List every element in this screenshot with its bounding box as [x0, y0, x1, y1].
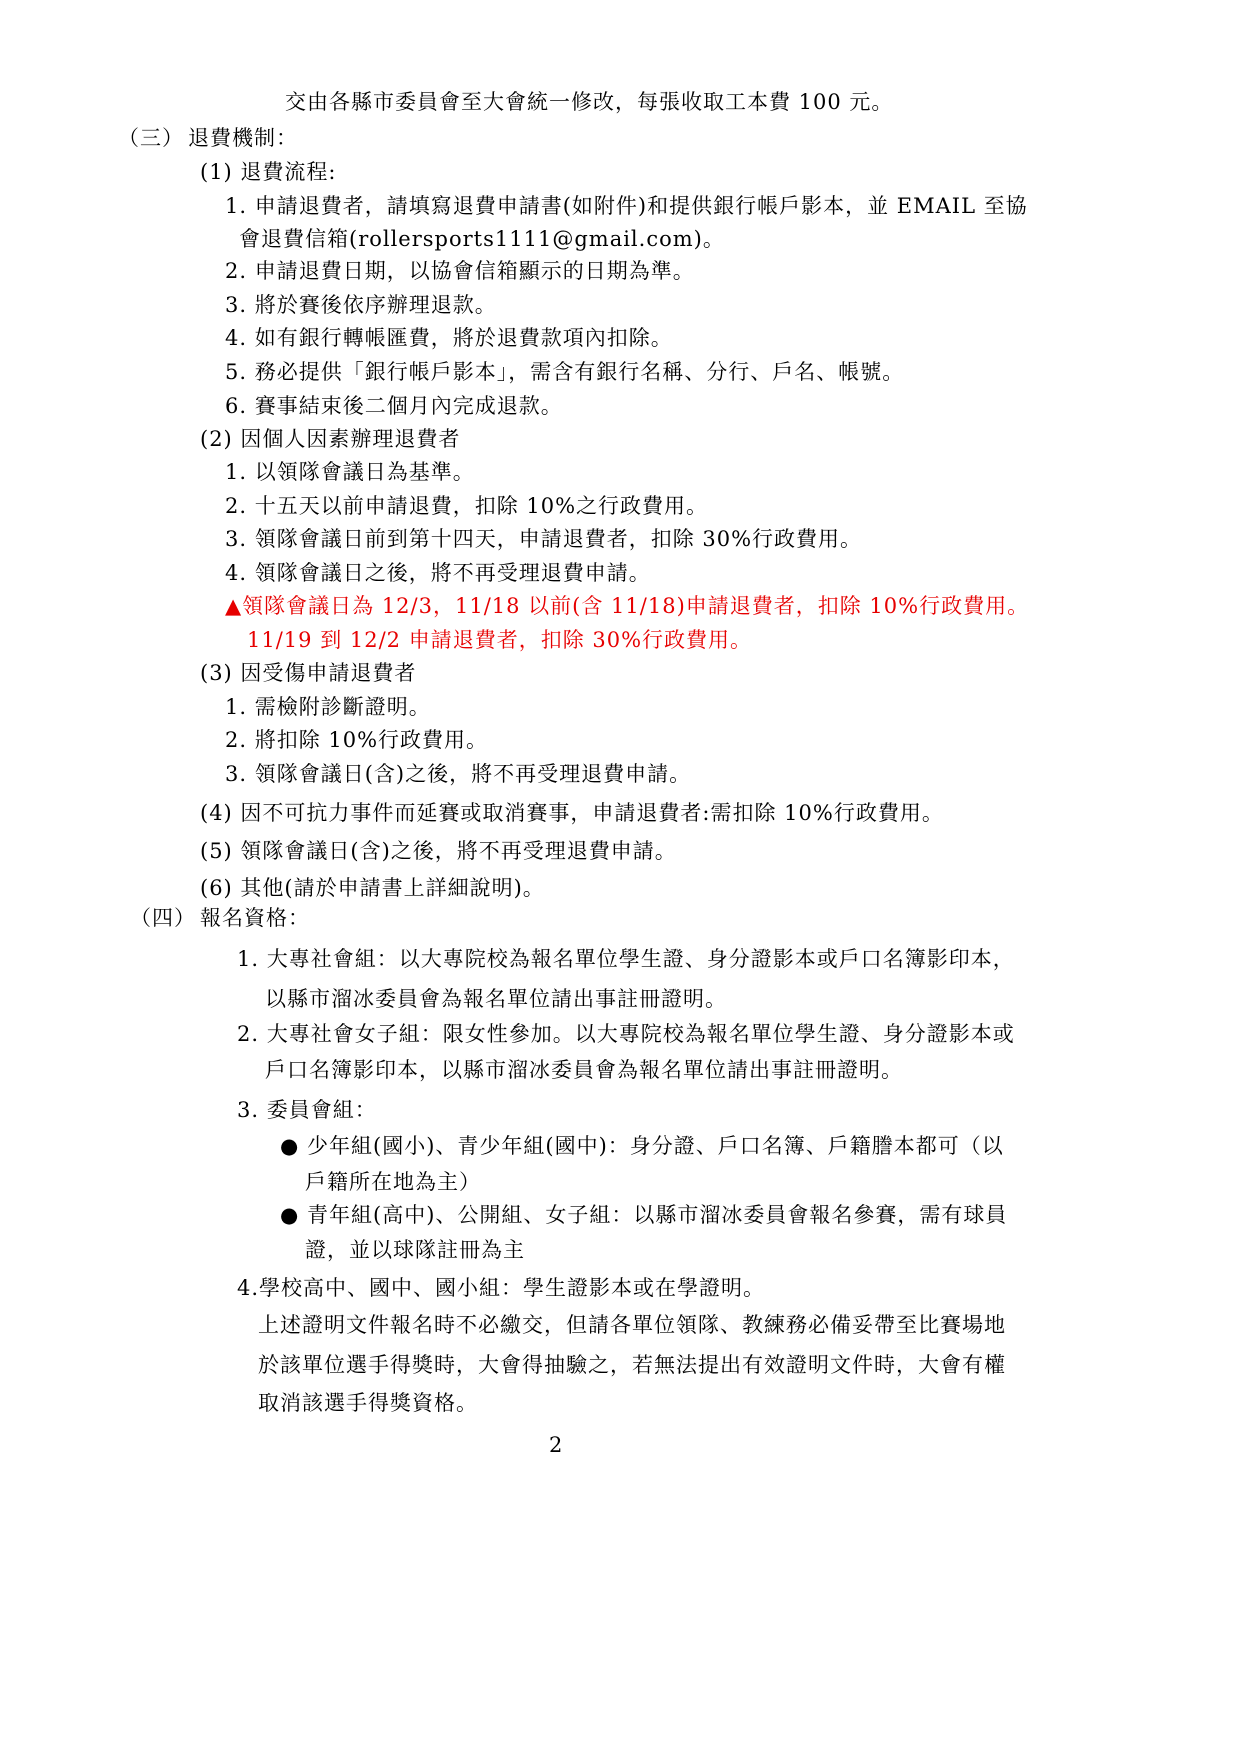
intro-line: 交由各縣市委員會至大會統一修改，每張收取工本費 100 元。 — [285, 90, 894, 114]
refund-process-item: 1. 申請退費者，請填寫退費申請書(如附件)和提供銀行帳戶影本，並 EMAIL 至協 — [225, 194, 1028, 218]
personal-refund-item: 3. 領隊會議日前到第十四天，申請退費者，扣除 30%行政費用。 — [225, 527, 863, 551]
personal-refund-item: 1. 以領隊會議日為基準。 — [225, 460, 475, 484]
eligibility-closing-line: 上述證明文件報名時不必繳交，但請各單位領隊、教練務必備妥帶至比賽場地 — [258, 1313, 1006, 1337]
personal-refund-label: (2) 因個人因素辦理退費者 — [200, 427, 461, 451]
eligibility-item: 1. 大專社會組：以大專院校為報名單位學生證、身分證影本或戶口名簿影印本， — [237, 947, 1015, 971]
refund-process-item: 2. 申請退費日期，以協會信箱顯示的日期為準。 — [225, 259, 695, 283]
eligibility-item: 以縣市溜冰委員會為報名單位請出事註冊證明。 — [265, 987, 727, 1011]
eligibility-item: 戶口名簿影印本，以縣市溜冰委員會為報名單位請出事註冊證明。 — [265, 1058, 903, 1082]
section-3-marker: （三） — [118, 126, 184, 150]
section-3-title: 退費機制： — [188, 126, 298, 150]
personal-refund-item: 4. 領隊會議日之後，將不再受理退費申請。 — [225, 561, 651, 585]
section-4-title: 報名資格： — [200, 906, 310, 930]
eligibility-bullet: 戶籍所在地為主） — [305, 1170, 481, 1194]
other-refund: (6) 其他(請於申請書上詳細說明)。 — [200, 876, 545, 900]
refund-process-item: 5. 務必提供「銀行帳戶影本」，需含有銀行名稱、分行、戶名、帳號。 — [225, 360, 905, 384]
refund-process-item: 6. 賽事結束後二個月內完成退款。 — [225, 394, 563, 418]
injury-refund-item: 3. 領隊會議日(含)之後，將不再受理退費申請。 — [225, 762, 692, 786]
eligibility-closing-line: 取消該選手得獎資格。 — [258, 1391, 478, 1415]
injury-refund-item: 1. 需檢附診斷證明。 — [225, 695, 431, 719]
refund-process-item: 4. 如有銀行轉帳匯費，將於退費款項內扣除。 — [225, 326, 673, 350]
refund-notice-line: 11/19 到 12/2 申請退費者，扣除 30%行政費用。 — [247, 628, 753, 652]
refund-process-label: (1) 退費流程: — [200, 160, 337, 184]
eligibility-bullet: ● 少年組(國小)、青少年組(國中)：身分證、戶口名簿、戶籍謄本都可（以 — [280, 1134, 1004, 1158]
injury-refund-label: (3) 因受傷申請退費者 — [200, 661, 417, 685]
refund-notice-line: ▲領隊會議日為 12/3，11/18 以前(含 11/18)申請退費者，扣除 10%行政費用。 — [225, 594, 1030, 618]
section-4-marker: （四） — [130, 906, 196, 930]
refund-process-item: 3. 將於賽後依序辦理退款。 — [225, 293, 497, 317]
force-majeure-refund: (4) 因不可抗力事件而延賽或取消賽事，申請退費者:需扣除 10%行政費用。 — [200, 801, 944, 825]
eligibility-bullet: ● 青年組(高中)、公開組、女子組：以縣市溜冰委員會報名參賽，需有球員 — [280, 1203, 1008, 1227]
eligibility-item: 3. 委員會組： — [237, 1098, 377, 1122]
eligibility-item: 4.學校高中、國中、國小組：學生證影本或在學證明。 — [237, 1276, 766, 1300]
eligibility-item: 2. 大專社會女子組：限女性參加。以大專院校為報名單位學生證、身分證影本或 — [237, 1022, 1015, 1046]
eligibility-bullet: 證，並以球隊註冊為主 — [305, 1238, 525, 1262]
personal-refund-item: 2. 十五天以前申請退費，扣除 10%之行政費用。 — [225, 494, 709, 518]
eligibility-closing-line: 於該單位選手得獎時，大會得抽驗之，若無法提出有效證明文件時，大會有權 — [258, 1353, 1006, 1377]
page-number: 2 — [549, 1433, 563, 1457]
injury-refund-item: 2. 將扣除 10%行政費用。 — [225, 728, 489, 752]
after-meeting-refund: (5) 領隊會議日(含)之後，將不再受理退費申請。 — [200, 839, 677, 863]
refund-process-item: 會退費信箱(rollersports1111@gmail.com)。 — [239, 227, 725, 251]
